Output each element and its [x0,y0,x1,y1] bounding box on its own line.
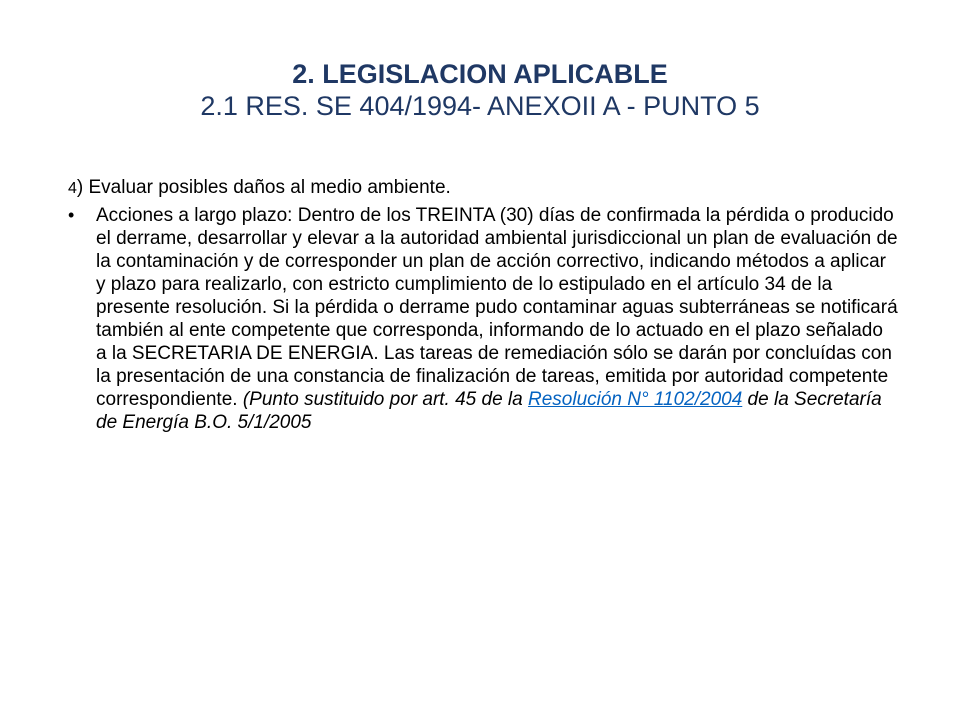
slide-title: 2. LEGISLACION APLICABLE [292,59,668,89]
bullet-body: Acciones a largo plazo: Dentro de los TREINTA (30) días de confirmada la pérdida o producido el derrame, desarrollar y elevar a la autoridad ambiental jurisdiccional un plan de evaluación de la contaminación y de corresponder un plan de acción correctivo, indicando métodos a aplicar y plazo para realizarlo, con estricto cumplimiento de lo estipulado en el artículo 34 de la presente resolución. Si la pérdida o derrame pudo contaminar aguas subterráneas se notificará también al ente competente que corresponda, informando de lo actuado en el plazo señalado a la SECRETARIA DE ENERGIA. Las tareas de remediación sólo se darán por concluídas con la presentación de una constancia de finalización de tareas, emitida por autoridad competente correspondiente. [96,205,898,410]
note-prefix: (Punto sustituido por art. 45 de la [242,389,528,410]
resolution-link[interactable]: Resolución N° 1102/2004 [528,389,743,410]
note-suffix: de la Secretaría de Energía B.O. 5/1/2005 [96,389,882,433]
intro-number: 4 [68,180,77,197]
slide-subtitle: 2.1 RES. SE 404/1994- ANEXOII A - PUNTO 5 [200,91,760,121]
slide-content [68,176,898,434]
bullet-text [96,204,898,434]
intro-text: ) Evaluar posibles daños al medio ambiente. [76,177,451,198]
intro-line [68,176,898,200]
bullet-item [68,204,898,434]
bullet-icon: • [68,205,75,225]
slide-title-block [60,58,900,122]
